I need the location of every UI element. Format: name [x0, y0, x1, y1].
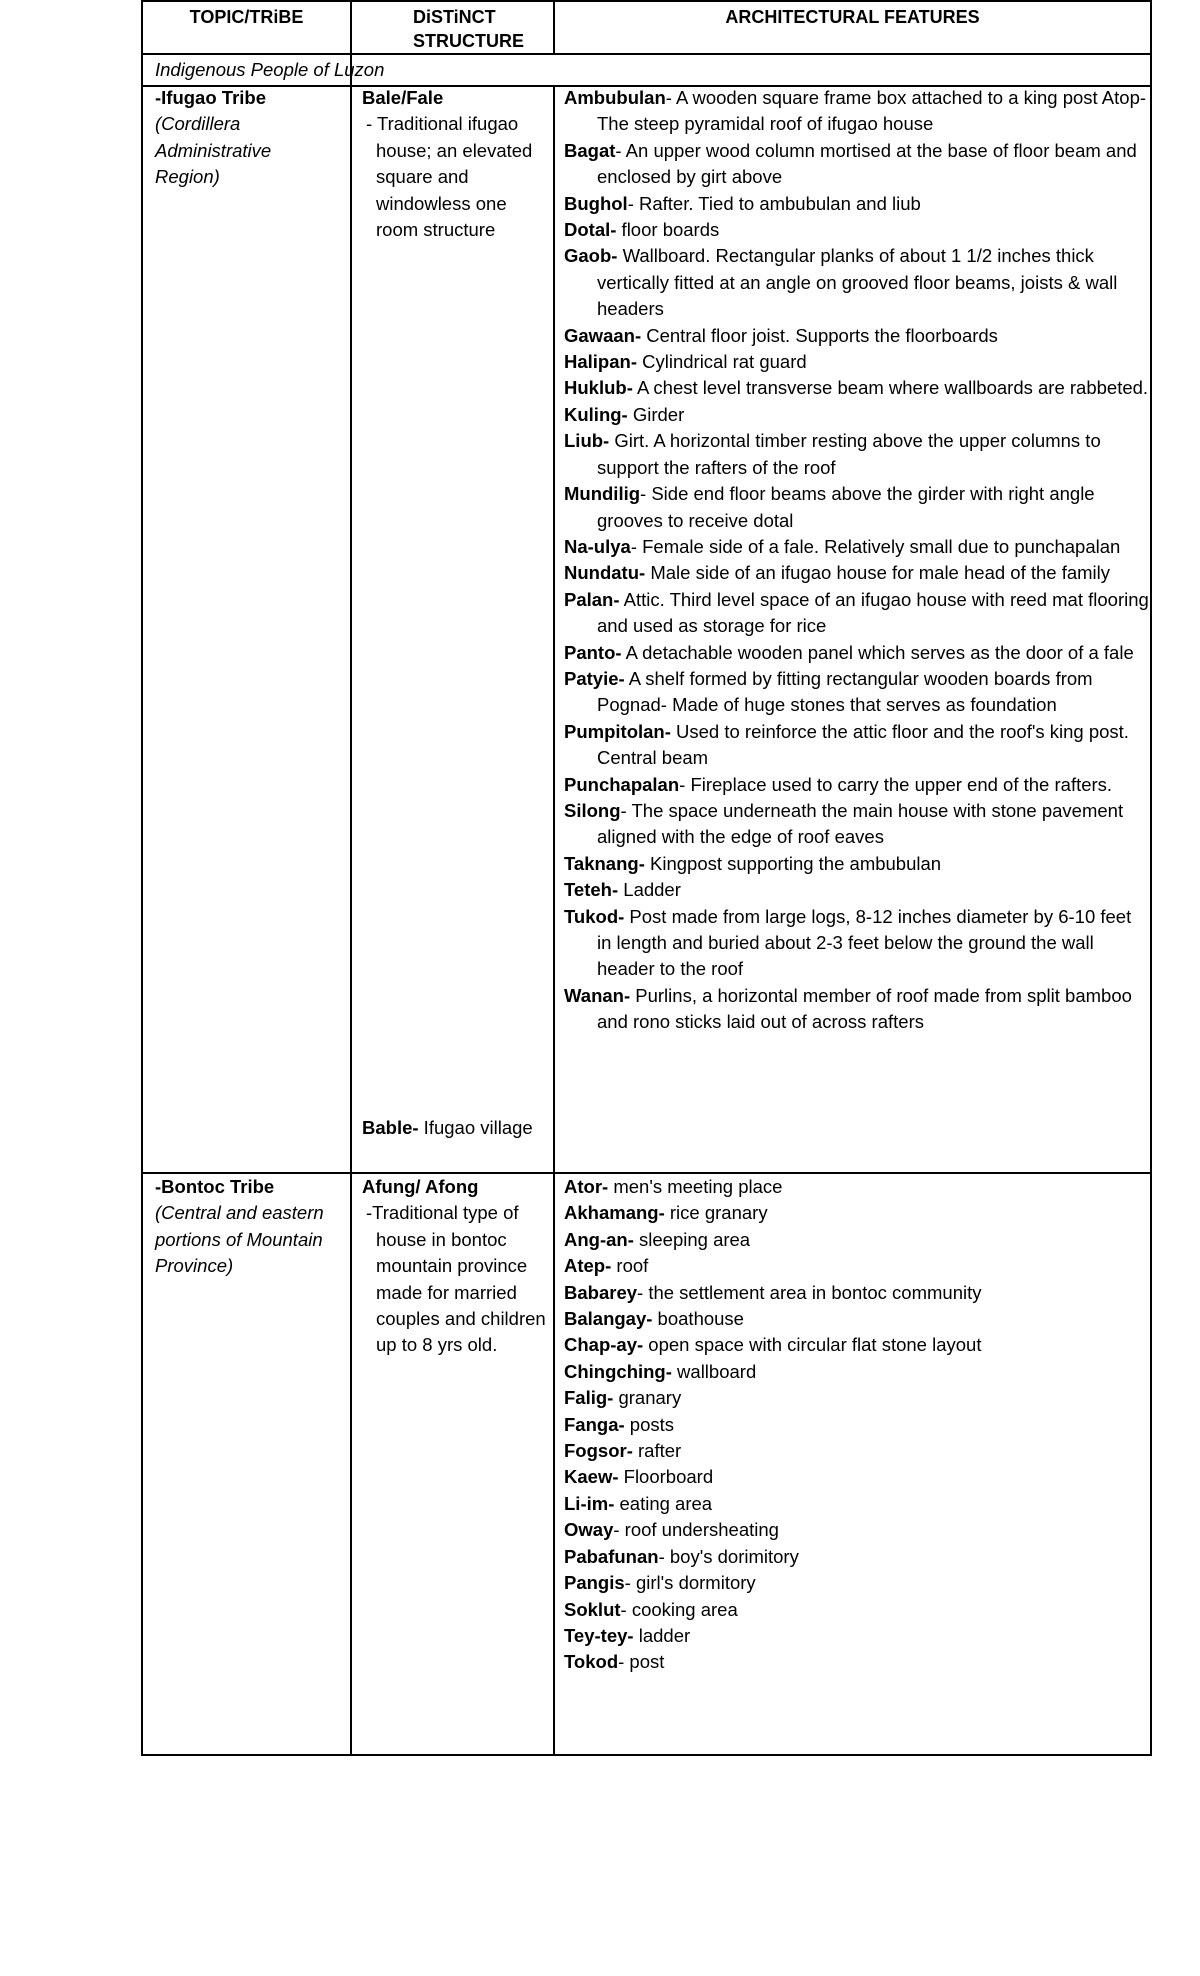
feature-term: Dotal- — [564, 219, 617, 241]
feature-item — [564, 983, 1149, 1036]
feature-term: Panto- — [564, 641, 622, 663]
feature-item — [564, 719, 1149, 772]
feature-desc: wallboard — [671, 1360, 757, 1382]
feature-desc: - boy's dorimitory — [658, 1545, 799, 1567]
feature-term: Fanga- — [564, 1413, 625, 1435]
feature-term: Tey-tey- — [564, 1624, 634, 1646]
feature-item — [564, 877, 1149, 903]
feature-item — [564, 191, 1149, 217]
feature-desc: - Side end floor beams above the girder with right angle grooves to receive dotal — [597, 483, 1095, 531]
feature-term: Kuling- — [564, 403, 628, 425]
feature-item — [564, 798, 1149, 851]
feature-desc: Post made from large logs, 8-12 inches diameter by 6-10 feet in length and buried about 2-3 feet below the ground the wall header to the roof — [597, 905, 1132, 980]
tribe-cell-bontoc — [155, 1174, 340, 1280]
feature-item — [564, 1649, 1149, 1675]
feature-term: Gawaan- — [564, 324, 642, 346]
feature-term: Palan- — [564, 588, 620, 610]
feature-item — [564, 217, 1149, 243]
feature-desc: Floorboard — [618, 1466, 714, 1488]
feature-term: Pangis — [564, 1572, 625, 1594]
feature-item — [564, 1227, 1149, 1253]
feature-item — [564, 428, 1149, 481]
feature-desc: Ladder — [618, 879, 681, 901]
feature-term: Kaew- — [564, 1466, 619, 1488]
feature-item — [564, 1464, 1149, 1490]
feature-desc: Used to reinforce the attic floor and the roof's king post. Central beam — [597, 720, 1129, 769]
village-desc: Ifugao village — [418, 1117, 533, 1138]
feature-term: Tokod — [564, 1651, 619, 1673]
feature-desc: A detachable wooden panel which serves as the door of a fale — [621, 641, 1134, 663]
feature-term: Atep- — [564, 1255, 612, 1277]
tribe-cell-ifugao — [155, 85, 340, 191]
structure-title: Afung/ Afong — [362, 1176, 479, 1197]
feature-desc: roof — [611, 1255, 649, 1277]
feature-item — [564, 1412, 1149, 1438]
feature-desc: Girt. A horizontal timber resting above the upper columns to support the rafters of the roof — [597, 430, 1101, 478]
feature-item — [564, 1200, 1149, 1226]
section-title: Indigenous People of Luzon — [155, 59, 385, 80]
feature-item — [564, 1597, 1149, 1623]
feature-desc: ladder — [633, 1624, 691, 1646]
feature-item — [564, 1332, 1149, 1358]
feature-desc: - the settlement area in bontoc community — [637, 1281, 982, 1303]
feature-item — [564, 1385, 1149, 1411]
feature-item — [564, 349, 1149, 375]
feature-term: Li-im- — [564, 1492, 615, 1514]
feature-term: Oway — [564, 1519, 614, 1541]
feature-desc: Purlins, a horizontal member of roof made from split bamboo and rono sticks laid out of across rafters — [597, 984, 1132, 1033]
feature-term: Chingching- — [564, 1360, 672, 1382]
feature-desc: eating area — [614, 1492, 713, 1514]
feature-item — [564, 481, 1149, 534]
feature-term: Taknang- — [564, 852, 645, 874]
feature-desc: sleeping area — [633, 1228, 751, 1250]
feature-term: Patyie- — [564, 667, 625, 689]
header-topic: TOPIC/TRiBE — [189, 7, 304, 27]
feature-term: Halipan- — [564, 351, 637, 373]
feature-term: Huklub- — [564, 377, 633, 399]
feature-term: Bughol — [564, 192, 628, 214]
feature-desc: - roof undersheating — [613, 1519, 779, 1541]
feature-desc: A chest level transverse beam where wallboards are rabbeted. — [632, 377, 1149, 399]
feature-item — [564, 1306, 1149, 1332]
feature-desc: Girder — [627, 403, 685, 425]
village-note — [362, 1115, 552, 1141]
feature-term: Ang-an- — [564, 1228, 634, 1250]
feature-item — [564, 1359, 1149, 1385]
feature-term: Silong — [564, 799, 621, 821]
feature-term: Mundilig — [564, 483, 641, 505]
feature-term: Soklut — [564, 1598, 621, 1620]
column-divider — [553, 86, 555, 1756]
feature-item — [564, 904, 1149, 983]
feature-term: Bagat — [564, 139, 616, 161]
feature-term: Pumpitolan- — [564, 720, 671, 742]
header-structure: DiSTiNCT STRUCTURE — [413, 7, 524, 51]
feature-desc: Male side of an ifugao house for male head of the family — [645, 562, 1111, 584]
feature-item — [564, 851, 1149, 877]
features-cell-bontoc — [564, 1174, 1149, 1676]
feature-term: Teteh- — [564, 879, 619, 901]
feature-desc: open space with circular flat stone layout — [643, 1334, 982, 1356]
feature-item — [564, 1544, 1149, 1570]
feature-term: Akhamang- — [564, 1202, 665, 1224]
feature-desc: - A wooden square frame box attached to a king post Atop- The steep pyramidal roof of ifugao house — [597, 87, 1147, 135]
features-cell-ifugao — [564, 85, 1149, 1036]
feature-desc: Central floor joist. Supports the floorboards — [641, 324, 998, 346]
feature-desc: posts — [624, 1413, 674, 1435]
feature-item — [564, 1491, 1149, 1517]
row-divider — [143, 53, 1150, 55]
feature-item — [564, 85, 1149, 138]
structure-cell-bontoc — [362, 1174, 547, 1359]
feature-item — [564, 1623, 1149, 1649]
feature-item — [564, 243, 1149, 322]
feature-desc: - girl's dormitory — [624, 1572, 756, 1594]
feature-term: Ambubulan — [564, 87, 666, 108]
feature-item — [564, 323, 1149, 349]
structure-cell-ifugao — [362, 85, 547, 243]
tribe-region: (Central and eastern portions of Mountain Province) — [155, 1202, 324, 1277]
feature-desc: Kingpost supporting the ambubulan — [644, 852, 942, 874]
feature-item — [564, 587, 1149, 640]
feature-term: Tukod- — [564, 905, 625, 927]
feature-desc: Cylindrical rat guard — [636, 351, 807, 373]
feature-desc: - post — [618, 1651, 665, 1673]
feature-desc: Wallboard. Rectangular planks of about 1 1/2 inches thick vertically fitted at an angle on grooved floor beams, joists & wall headers — [597, 245, 1118, 320]
feature-term: Punchapalan — [564, 773, 680, 795]
feature-term: Liub- — [564, 430, 610, 452]
feature-desc: boathouse — [652, 1308, 744, 1330]
feature-item — [564, 1174, 1149, 1200]
feature-desc: men's meeting place — [608, 1176, 783, 1197]
feature-desc: Attic. Third level space of an ifugao house with reed mat flooring and used as storage for rice — [597, 588, 1149, 637]
structure-title: Bale/Fale — [362, 87, 444, 108]
feature-item — [564, 1253, 1149, 1279]
feature-term: Gaob- — [564, 245, 618, 267]
header-features: ARCHITECTURAL FEATURES — [725, 7, 980, 27]
feature-desc: - The space underneath the main house with stone pavement aligned with the edge of roof eaves — [597, 799, 1124, 848]
feature-desc: A shelf formed by fitting rectangular wooden boards from Pognad- Made of huge stones that serves as foundation — [597, 667, 1093, 716]
feature-item — [564, 1517, 1149, 1543]
structure-desc: - Traditional ifugao house; an elevated square and windowless one room structure — [366, 113, 533, 241]
feature-term: Chap-ay- — [564, 1334, 644, 1356]
feature-term: Wanan- — [564, 984, 631, 1006]
feature-desc: - Female side of a fale. Relatively small due to punchapalan — [630, 535, 1121, 557]
feature-item — [564, 402, 1149, 428]
tribe-region: (Cordillera Administrative Region) — [155, 113, 272, 188]
feature-item — [564, 375, 1149, 401]
village-term: Bable- — [362, 1117, 419, 1138]
feature-desc: granary — [613, 1387, 682, 1409]
feature-desc: - Fireplace used to carry the upper end of the rafters. — [679, 773, 1113, 795]
feature-term: Nundatu- — [564, 562, 646, 584]
feature-term: Na-ulya — [564, 535, 631, 557]
feature-term: Ator- — [564, 1176, 609, 1197]
feature-item — [564, 534, 1149, 560]
feature-desc: rice granary — [664, 1202, 768, 1224]
tribe-name: -Bontoc Tribe — [155, 1176, 275, 1197]
feature-item — [564, 666, 1149, 719]
feature-item — [564, 640, 1149, 666]
feature-item — [564, 560, 1149, 586]
feature-item — [564, 1570, 1149, 1596]
feature-desc: floor boards — [616, 219, 720, 241]
architecture-table — [141, 0, 1152, 1756]
feature-desc: - Rafter. Tied to ambubulan and liub — [627, 192, 921, 214]
feature-term: Balangay- — [564, 1308, 653, 1330]
feature-term: Fogsor- — [564, 1440, 633, 1462]
feature-item — [564, 1438, 1149, 1464]
feature-desc: - cooking area — [620, 1598, 738, 1620]
tribe-name: -Ifugao Tribe — [155, 87, 266, 108]
column-divider — [350, 2, 352, 1756]
feature-item — [564, 772, 1149, 798]
feature-term: Babarey — [564, 1281, 638, 1303]
feature-item — [564, 138, 1149, 191]
feature-term: Falig- — [564, 1387, 614, 1409]
feature-term: Pabafunan — [564, 1545, 659, 1567]
feature-item — [564, 1280, 1149, 1306]
structure-desc: -Traditional type of house in bontoc mountain province made for married couples and children up to 8 yrs old. — [366, 1202, 546, 1356]
feature-desc: - An upper wood column mortised at the base of floor beam and enclosed by girt above — [597, 139, 1137, 188]
feature-desc: rafter — [632, 1440, 682, 1462]
